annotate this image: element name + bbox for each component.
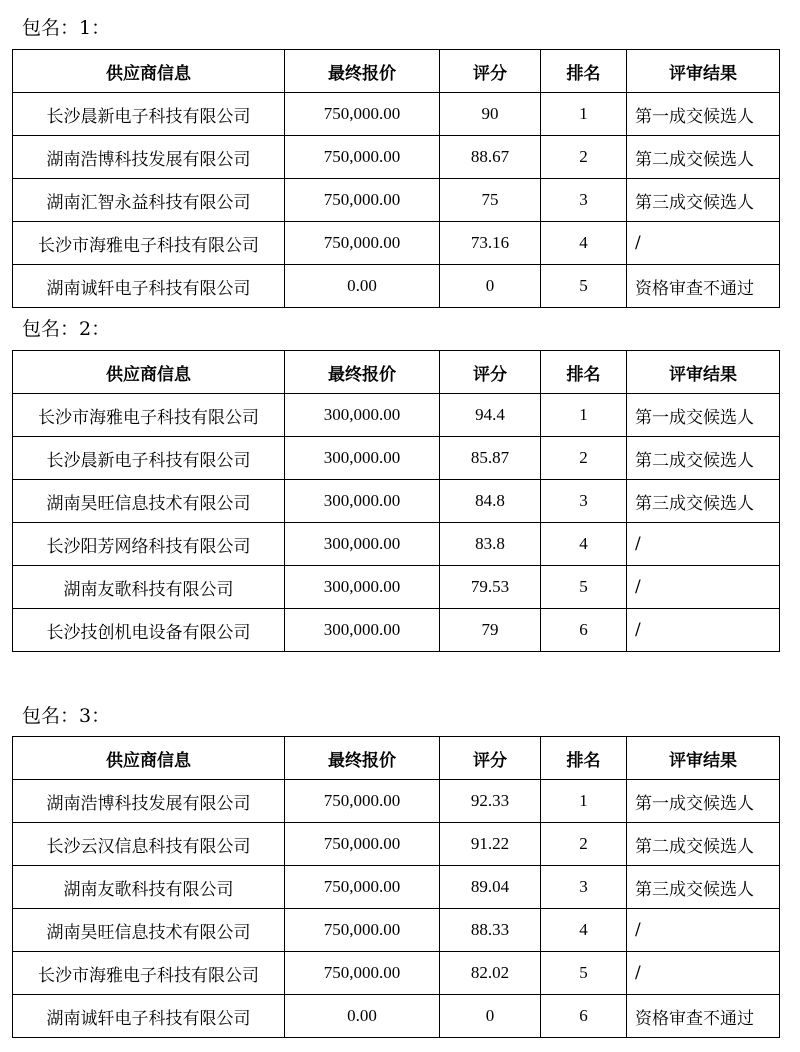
table-row	[13, 265, 780, 308]
table-row	[13, 437, 780, 480]
header-supplier: 供应商信息	[13, 351, 285, 394]
score-cell: 0	[440, 995, 541, 1038]
rank-cell: 2	[541, 136, 627, 179]
header-result: 评审结果	[627, 50, 780, 93]
header-score: 评分	[440, 351, 541, 394]
table-row	[13, 952, 780, 995]
supplier-cell: 长沙晨新电子科技有限公司	[13, 437, 285, 480]
score-cell: 90	[440, 93, 541, 136]
score-cell: 94.4	[440, 394, 541, 437]
price-cell: 300,000.00	[285, 480, 440, 523]
table-header-row	[13, 50, 780, 93]
table-row	[13, 866, 780, 909]
score-cell: 73.16	[440, 222, 541, 265]
rank-cell: 6	[541, 995, 627, 1038]
rank-cell: 4	[541, 523, 627, 566]
header-score: 评分	[440, 737, 541, 780]
result-cell: 第一成交候选人	[627, 780, 780, 823]
rank-cell: 4	[541, 909, 627, 952]
price-cell: 750,000.00	[285, 93, 440, 136]
supplier-cell: 湖南诚轩电子科技有限公司	[13, 265, 285, 308]
supplier-cell: 长沙晨新电子科技有限公司	[13, 93, 285, 136]
score-cell: 79.53	[440, 566, 541, 609]
header-rank: 排名	[541, 351, 627, 394]
package-2-label: 包名：2：	[22, 318, 111, 340]
table-row	[13, 179, 780, 222]
supplier-cell: 长沙云汉信息科技有限公司	[13, 823, 285, 866]
price-cell: 300,000.00	[285, 437, 440, 480]
table-row	[13, 523, 780, 566]
table-row	[13, 995, 780, 1038]
result-cell: /	[627, 222, 780, 265]
result-cell: 第一成交候选人	[627, 394, 780, 437]
result-cell: 第三成交候选人	[627, 866, 780, 909]
supplier-cell: 长沙技创机电设备有限公司	[13, 609, 285, 652]
price-cell: 750,000.00	[285, 823, 440, 866]
rank-cell: 4	[541, 222, 627, 265]
result-cell: /	[627, 952, 780, 995]
header-price: 最终报价	[285, 737, 440, 780]
result-cell: 第二成交候选人	[627, 437, 780, 480]
table-row	[13, 823, 780, 866]
rank-cell: 5	[541, 952, 627, 995]
table-row	[13, 609, 780, 652]
price-cell: 0.00	[285, 265, 440, 308]
table-row	[13, 566, 780, 609]
result-cell: 第三成交候选人	[627, 480, 780, 523]
table-row	[13, 394, 780, 437]
result-cell: 第一成交候选人	[627, 93, 780, 136]
price-cell: 750,000.00	[285, 136, 440, 179]
rank-cell: 5	[541, 265, 627, 308]
score-cell: 0	[440, 265, 541, 308]
result-cell: /	[627, 566, 780, 609]
rank-cell: 3	[541, 179, 627, 222]
rank-cell: 5	[541, 566, 627, 609]
table-row	[13, 136, 780, 179]
score-cell: 82.02	[440, 952, 541, 995]
header-supplier: 供应商信息	[13, 737, 285, 780]
score-cell: 83.8	[440, 523, 541, 566]
result-cell: 资格审查不通过	[627, 995, 780, 1038]
table-row	[13, 93, 780, 136]
header-result: 评审结果	[627, 351, 780, 394]
rank-cell: 1	[541, 93, 627, 136]
score-cell: 79	[440, 609, 541, 652]
rank-cell: 3	[541, 480, 627, 523]
price-cell: 750,000.00	[285, 866, 440, 909]
table-header-row	[13, 351, 780, 394]
score-cell: 85.87	[440, 437, 541, 480]
rank-cell: 3	[541, 866, 627, 909]
supplier-cell: 湖南友歌科技有限公司	[13, 866, 285, 909]
price-cell: 300,000.00	[285, 523, 440, 566]
score-cell: 88.33	[440, 909, 541, 952]
package-2-table	[12, 350, 780, 652]
header-supplier: 供应商信息	[13, 50, 285, 93]
package-1-table	[12, 49, 780, 308]
package-3-table	[12, 736, 780, 1038]
price-cell: 0.00	[285, 995, 440, 1038]
table-row	[13, 909, 780, 952]
price-cell: 750,000.00	[285, 909, 440, 952]
price-cell: 300,000.00	[285, 566, 440, 609]
result-cell: /	[627, 909, 780, 952]
result-cell: 第二成交候选人	[627, 136, 780, 179]
package-1-label: 包名：1：	[22, 17, 111, 39]
result-cell: /	[627, 523, 780, 566]
result-cell: /	[627, 609, 780, 652]
header-price: 最终报价	[285, 351, 440, 394]
score-cell: 84.8	[440, 480, 541, 523]
header-score: 评分	[440, 50, 541, 93]
price-cell: 750,000.00	[285, 780, 440, 823]
table-row	[13, 780, 780, 823]
supplier-cell: 湖南昊旺信息技术有限公司	[13, 480, 285, 523]
table-row	[13, 480, 780, 523]
table-header-row	[13, 737, 780, 780]
price-cell: 300,000.00	[285, 609, 440, 652]
supplier-cell: 湖南浩博科技发展有限公司	[13, 780, 285, 823]
price-cell: 750,000.00	[285, 222, 440, 265]
rank-cell: 1	[541, 394, 627, 437]
table-row	[13, 222, 780, 265]
score-cell: 91.22	[440, 823, 541, 866]
score-cell: 75	[440, 179, 541, 222]
score-cell: 88.67	[440, 136, 541, 179]
supplier-cell: 长沙阳芳网络科技有限公司	[13, 523, 285, 566]
supplier-cell: 湖南汇智永益科技有限公司	[13, 179, 285, 222]
price-cell: 300,000.00	[285, 394, 440, 437]
rank-cell: 2	[541, 437, 627, 480]
header-rank: 排名	[541, 737, 627, 780]
rank-cell: 1	[541, 780, 627, 823]
supplier-cell: 湖南诚轩电子科技有限公司	[13, 995, 285, 1038]
result-cell: 第三成交候选人	[627, 179, 780, 222]
rank-cell: 2	[541, 823, 627, 866]
result-cell: 资格审查不通过	[627, 265, 780, 308]
header-result: 评审结果	[627, 737, 780, 780]
price-cell: 750,000.00	[285, 952, 440, 995]
header-rank: 排名	[541, 50, 627, 93]
supplier-cell: 长沙市海雅电子科技有限公司	[13, 952, 285, 995]
result-cell: 第二成交候选人	[627, 823, 780, 866]
score-cell: 89.04	[440, 866, 541, 909]
score-cell: 92.33	[440, 780, 541, 823]
supplier-cell: 长沙市海雅电子科技有限公司	[13, 394, 285, 437]
supplier-cell: 湖南浩博科技发展有限公司	[13, 136, 285, 179]
supplier-cell: 湖南昊旺信息技术有限公司	[13, 909, 285, 952]
package-3-label: 包名：3：	[22, 705, 111, 727]
header-price: 最终报价	[285, 50, 440, 93]
supplier-cell: 长沙市海雅电子科技有限公司	[13, 222, 285, 265]
price-cell: 750,000.00	[285, 179, 440, 222]
rank-cell: 6	[541, 609, 627, 652]
supplier-cell: 湖南友歌科技有限公司	[13, 566, 285, 609]
